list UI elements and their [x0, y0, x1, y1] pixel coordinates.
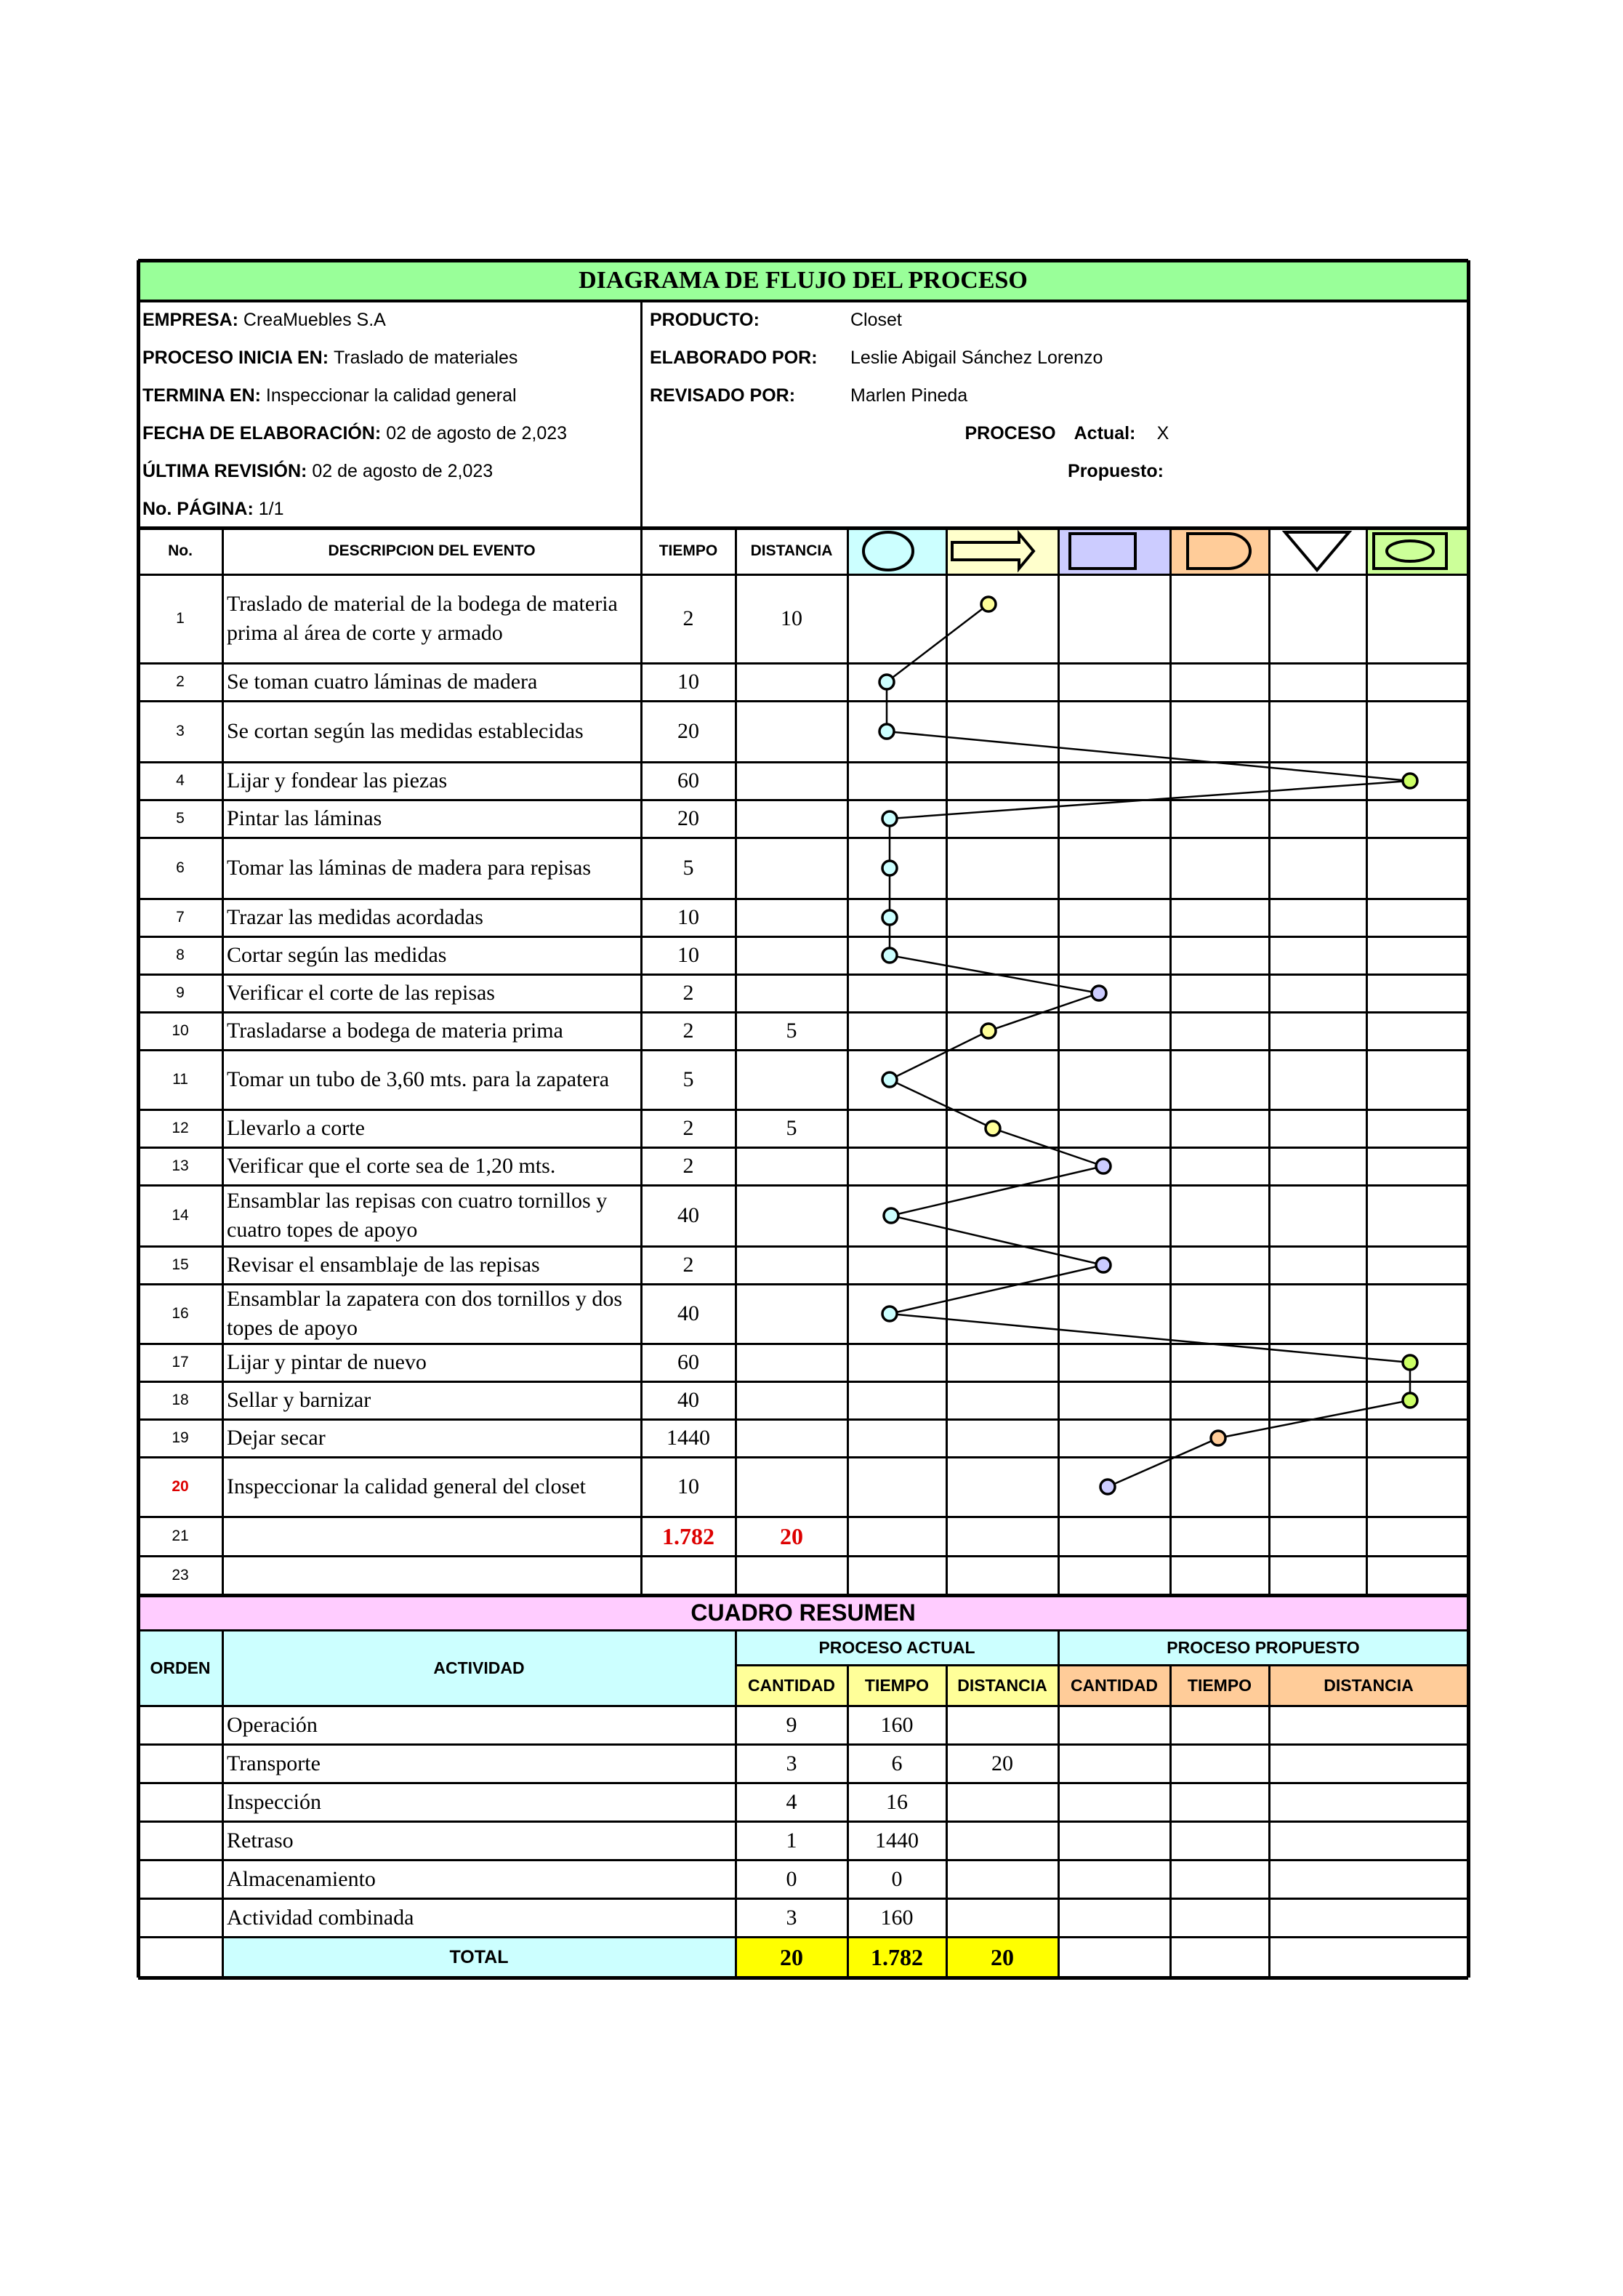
flow-point-event-20: [1100, 1480, 1115, 1494]
summary-actividad-header: ACTIVIDAD: [222, 1630, 736, 1706]
propuesto-tiempo-header: TIEMPO: [1170, 1665, 1269, 1706]
event-tiempo: 10: [677, 1474, 699, 1498]
ultima-revision-label: ÚLTIMA REVISIÓN:: [142, 460, 307, 481]
flow-path-line: [887, 604, 1410, 1487]
summary-orden-header: ORDEN: [138, 1630, 222, 1706]
proceso-actual-header: PROCESO ACTUAL: [736, 1630, 1058, 1665]
actual-tiempo-header: TIEMPO: [847, 1665, 946, 1706]
event-description: Lijar y pintar de nuevo: [227, 1350, 427, 1374]
event-number: 17: [172, 1354, 189, 1370]
flow-point-event-3: [879, 724, 894, 739]
summary-tiempo: 1440: [875, 1828, 919, 1853]
termina-value: Inspeccionar la calidad general: [260, 385, 517, 406]
flow-point-event-16: [882, 1306, 897, 1321]
fecha-elaboracion-label: FECHA DE ELABORACIÓN:: [142, 422, 382, 443]
storage-triangle-icon: [1285, 532, 1349, 570]
event-tiempo: 10: [677, 670, 699, 694]
flow-point-event-4: [1403, 774, 1417, 788]
summary-actividad: Operación: [227, 1712, 318, 1737]
flow-point-event-17: [1403, 1355, 1417, 1370]
summary-actividad: Actividad combinada: [227, 1905, 414, 1930]
event-tiempo: 10: [677, 905, 699, 929]
col-header-descripcion: DESCRIPCION DEL EVENTO: [328, 542, 536, 559]
event-number: 12: [172, 1120, 189, 1136]
flow-point-event-12: [986, 1121, 1000, 1136]
event-tiempo: 2: [682, 1253, 694, 1277]
event-tiempo: 10: [677, 943, 699, 967]
summary-cantidad: 0: [786, 1866, 797, 1891]
event-description: Verificar que el corte sea de 1,20 mts.: [227, 1154, 556, 1178]
event-description: Lijar y fondear las piezas: [227, 768, 448, 792]
event-number: 20: [172, 1478, 189, 1495]
proceso-inicia-label: PROCESO INICIA EN:: [142, 347, 329, 368]
event-tiempo: 5: [682, 1067, 694, 1091]
event-number: 16: [172, 1305, 189, 1322]
event-number: 18: [172, 1392, 189, 1408]
summary-actividad: Inspección: [227, 1789, 321, 1814]
col-header-tiempo: TIEMPO: [659, 542, 718, 559]
event-description: Tomar las láminas de madera para repisas: [227, 856, 592, 880]
revisado-por-label: REVISADO POR:: [650, 385, 796, 406]
flow-point-event-14: [884, 1208, 898, 1223]
summary-tiempo: 6: [891, 1751, 903, 1775]
actual-cantidad-header: CANTIDAD: [736, 1665, 847, 1706]
event-number: 3: [176, 723, 185, 739]
event-tiempo: 2: [682, 606, 694, 630]
producto-value: Closet: [850, 309, 902, 330]
actual-distancia-header: DISTANCIA: [946, 1665, 1058, 1706]
fecha-elaboracion-value: 02 de agosto de 2,023: [381, 422, 568, 443]
summary-total-label: TOTAL: [222, 1937, 736, 1978]
combined-activity-inner-icon: [1387, 541, 1433, 561]
event-number: 11: [172, 1071, 188, 1088]
actual-label: Actual:: [1074, 422, 1136, 443]
flow-point-event-15: [1096, 1258, 1111, 1272]
transport-arrow-icon: [952, 534, 1034, 569]
inspection-square-icon: [1070, 534, 1135, 569]
flow-point-event-10: [981, 1024, 996, 1038]
total-distancia: 20: [780, 1522, 803, 1549]
event-number: 1: [176, 610, 185, 627]
flow-point-event-5: [882, 811, 897, 826]
event-description: Cortar según las medidas: [227, 943, 447, 967]
summary-cantidad: 4: [786, 1789, 797, 1814]
delay-d-icon: [1188, 534, 1250, 569]
summary-cantidad: 9: [786, 1712, 797, 1737]
event-number: 7: [176, 909, 185, 926]
col-header-no: No.: [168, 542, 193, 559]
elaborado-por-value: Leslie Abigail Sánchez Lorenzo: [850, 347, 1103, 368]
event-tiempo: 20: [677, 719, 699, 743]
summary-tiempo: 0: [891, 1866, 903, 1891]
summary-tiempo: 160: [880, 1905, 914, 1930]
summary-total-distancia: 20: [946, 1937, 1058, 1978]
summary-tiempo: 16: [886, 1789, 908, 1814]
summary-actividad: Almacenamiento: [227, 1866, 376, 1891]
combined-activity-icon: [1374, 534, 1446, 569]
event-description: Inspeccionar la calidad general del closet: [227, 1474, 586, 1498]
ultima-revision-value: 02 de agosto de 2,023: [307, 460, 494, 481]
event-distancia: 5: [786, 1116, 797, 1140]
elaborado-por-label: ELABORADO POR:: [650, 347, 818, 368]
summary-actividad: Retraso: [227, 1828, 294, 1853]
event-tiempo: 2: [682, 1154, 694, 1178]
flow-point-event-19: [1211, 1431, 1225, 1445]
flow-point-event-1: [981, 597, 996, 611]
summary-cantidad: 1: [786, 1828, 797, 1853]
event-tiempo: 40: [677, 1388, 699, 1412]
revisado-por-value: Marlen Pineda: [850, 385, 968, 406]
event-number: 19: [172, 1429, 189, 1446]
event-distancia: 5: [786, 1019, 797, 1043]
event-description: Se cortan según las medidas establecidas: [227, 719, 584, 743]
flow-point-event-18: [1403, 1393, 1417, 1408]
propuesto-label: Propuesto:: [1068, 460, 1164, 481]
row-23-number: 23: [172, 1567, 189, 1583]
producto-label: PRODUCTO:: [650, 309, 760, 330]
event-number: 8: [176, 947, 185, 963]
summary-cantidad: 3: [786, 1905, 797, 1930]
flow-point-event-8: [882, 948, 897, 963]
event-number: 6: [176, 859, 185, 876]
event-tiempo: 60: [677, 1350, 699, 1374]
empresa-value: CreaMuebles S.A: [238, 309, 386, 330]
event-number: 13: [172, 1157, 189, 1174]
summary-actividad: Transporte: [227, 1751, 321, 1775]
operation-circle-icon: [863, 532, 913, 570]
event-tiempo: 5: [682, 856, 694, 880]
summary-title: CUADRO RESUMEN: [138, 1595, 1468, 1630]
event-number: 15: [172, 1256, 189, 1273]
event-distancia: 10: [781, 606, 802, 630]
event-description: Verificar el corte de las repisas: [227, 981, 495, 1005]
numero-pagina-value: 1/1: [253, 498, 284, 519]
summary-distancia: 20: [991, 1751, 1013, 1775]
proceso-inicia-value: Traslado de materiales: [329, 347, 518, 368]
flow-point-event-6: [882, 861, 897, 875]
flow-point-event-9: [1092, 986, 1106, 1000]
flow-point-event-2: [879, 675, 894, 689]
event-description: Llevarlo a corte: [227, 1116, 365, 1140]
event-number: 5: [176, 810, 185, 827]
event-number: 10: [172, 1022, 189, 1039]
event-description: Ensamblar las repisas con cuatro tornillos y cuatro topes de apoyo: [227, 1189, 608, 1242]
termina-label: TERMINA EN:: [142, 385, 261, 406]
event-number: 9: [176, 984, 185, 1001]
event-number: 4: [176, 772, 185, 789]
empresa-label: EMPRESA:: [142, 309, 238, 330]
total-tiempo: 1.782: [662, 1522, 714, 1549]
event-description: Se toman cuatro láminas de madera: [227, 670, 538, 694]
summary-total-cantidad: 20: [736, 1937, 847, 1978]
document-title: DIAGRAMA DE FLUJO DEL PROCESO: [138, 260, 1468, 301]
event-tiempo: 40: [677, 1301, 699, 1325]
flow-point-event-13: [1096, 1159, 1111, 1173]
event-description: Dejar secar: [227, 1426, 326, 1450]
numero-pagina-label: No. PÁGINA:: [142, 498, 254, 519]
event-description: Revisar el ensamblaje de las repisas: [227, 1253, 540, 1277]
event-description: Tomar un tubo de 3,60 mts. para la zapatera: [227, 1067, 610, 1091]
flow-point-event-7: [882, 910, 897, 925]
event-description: Traslado de material de la bodega de materia prima al área de corte y armado: [227, 592, 618, 645]
flow-diagram-svg: [138, 260, 1468, 1978]
process-flow-sheet: [138, 260, 1468, 1978]
event-description: Trazar las medidas acordadas: [227, 905, 483, 929]
event-tiempo: 2: [682, 981, 694, 1005]
row-21-number: 21: [172, 1528, 189, 1544]
flow-point-event-11: [882, 1072, 897, 1087]
event-tiempo: 2: [682, 1116, 694, 1140]
actual-value: X: [1156, 422, 1169, 443]
event-number: 14: [172, 1207, 189, 1224]
proceso-propuesto-header: PROCESO PROPUESTO: [1058, 1630, 1468, 1665]
event-description: Pintar las láminas: [227, 806, 382, 830]
propuesto-distancia-header: DISTANCIA: [1269, 1665, 1468, 1706]
event-tiempo: 20: [677, 806, 699, 830]
event-tiempo: 60: [677, 768, 699, 792]
event-description: Sellar y barnizar: [227, 1388, 371, 1412]
summary-cantidad: 3: [786, 1751, 797, 1775]
propuesto-cantidad-header: CANTIDAD: [1058, 1665, 1170, 1706]
summary-total-tiempo: 1.782: [847, 1937, 946, 1978]
event-description: Ensamblar la zapatera con dos tornillos y dos topes de apoyo: [227, 1287, 623, 1340]
event-number: 2: [176, 673, 185, 690]
proceso-label: PROCESO: [964, 422, 1056, 443]
summary-tiempo: 160: [880, 1712, 914, 1737]
col-header-distancia: DISTANCIA: [750, 542, 833, 559]
event-tiempo: 2: [682, 1019, 694, 1043]
event-tiempo: 1440: [666, 1426, 710, 1450]
event-tiempo: 40: [677, 1203, 699, 1227]
event-description: Trasladarse a bodega de materia prima: [227, 1019, 563, 1043]
